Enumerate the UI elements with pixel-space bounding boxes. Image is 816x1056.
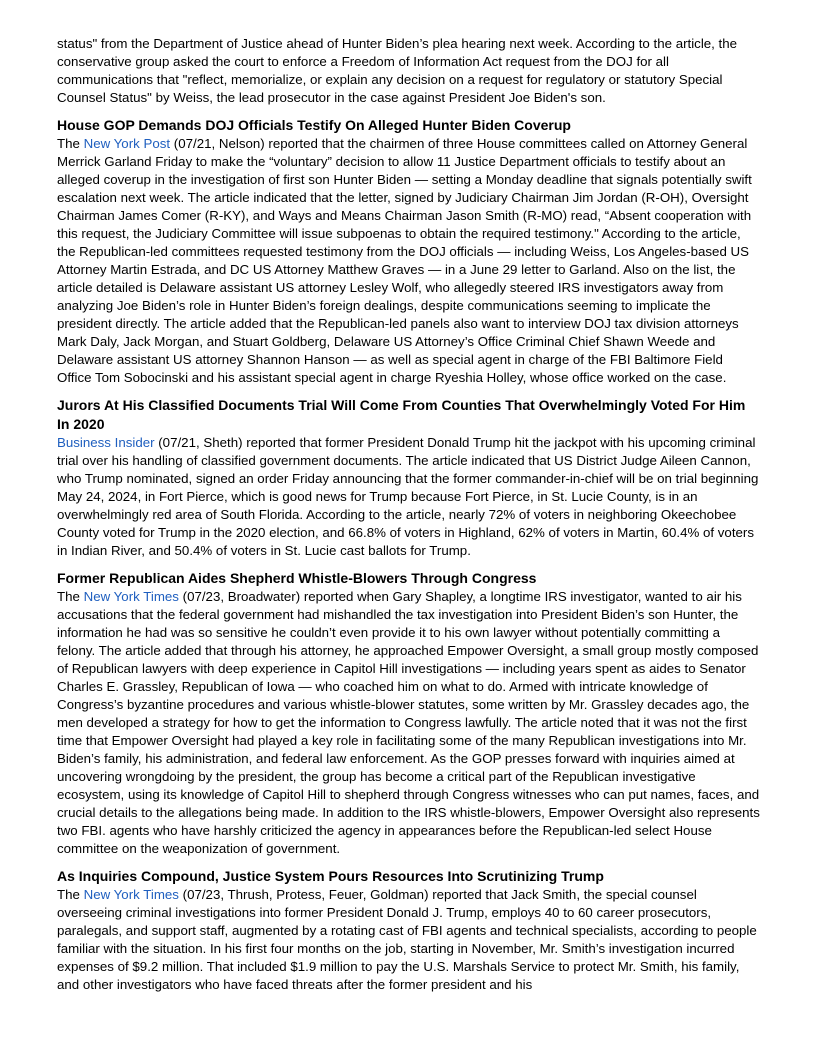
article-headline: House GOP Demands DOJ Officials Testify On Alleged Hunter Biden Coverup: [57, 117, 571, 133]
article-jurors-classified-trial: [57, 396, 761, 560]
source-link-business-insider[interactable]: Business Insider: [57, 435, 155, 450]
article-text: (07/21, Nelson) reported that the chairmen of three House committees called on Attorney General Merrick Garland Friday to make the “voluntary” decision to allow 11 Justice Department officials to testify about an alleged coverup in the investigation of first son Hunter Biden — setting a Monday deadline that signals potentially swift escalation next week. The article indicated that the letter, signed by Judiciary Chairman Jim Jordan (R-OH), Oversight Chairman James Comer (R-KY), and Ways and Means Chairman Jason Smith (R-MO) read, “Absent cooperation with this request, the Judiciary Committee will issue subpoenas to obtain the required testimony." According to the article, the Republican-led committees requested testimony from the DOJ officials — including Weiss, Los Angeles-based US Attorney Martin Estrada, and DC US Attorney Matthew Graves — in a June 29 letter to Garland. Also on the list, the article detailed is Delaware assistant US attorney Lesley Wolf, who allegedly steered IRS investigators away from analyzing Joe Biden’s role in Hunter Biden’s foreign dealings, despite communications seeming to implicate the president directly. The article added that the Republican-led panels also want to interview DOJ tax division attorneys Mark Daly, Jack Morgan, and Stuart Goldberg, Delaware US Attorney’s Office Criminal Chief Shawn Weede and Delaware assistant US attorney Shannon Hanson — as well as special agent in charge of the FBI Baltimore Field Office Tom Sobocinski and his assistant special agent in charge Ryeshia Holley, whose office worked on the case.: [57, 136, 752, 385]
article-body: [57, 135, 761, 387]
article-former-republican-aides: [57, 569, 761, 858]
article-body: [57, 886, 761, 994]
article-lead: The: [57, 136, 84, 151]
article-body: [57, 588, 761, 858]
article-lead: The: [57, 589, 84, 604]
source-link-new-york-times[interactable]: New York Times: [83, 887, 179, 902]
news-clip-page: [57, 35, 761, 994]
article-headline: Jurors At His Classified Documents Trial Will Come From Counties That Overwhelmingly Voted For Him In 2020: [57, 397, 746, 432]
article-lead: The: [57, 887, 84, 902]
intro-paragraph: status" from the Department of Justice ahead of Hunter Biden’s plea hearing next week. According to the article, the conservative group asked the court to enforce a Freedom of Information Act request from the DOJ for all communications that "reflect, memorialize, or explain any decision on a request for regulatory or statutory Special Counsel Status" by Weiss, the lead prosecutor in the case against President Joe Biden's son.: [57, 36, 738, 105]
article-text: (07/23, Broadwater) reported when Gary Shapley, a longtime IRS investigator, wanted to air his accusations that the federal government had mishandled the tax investigation into President Biden’s son Hunter, the information he had was so sensitive he couldn’t even provide it to his own lawyer without potentially committing a felony. The article added that through his attorney, he approached Empower Oversight, a small group mostly composed of Republican lawyers with deep experience in Capitol Hill investigations — including years spent as aides to Senator Charles E. Grassley, Republican of Iowa — who coached him on what to do. Armed with intricate knowledge of Congress’s byzantine procedures and various whistle-blower statutes, some written by Mr. Grassley decades ago, the men developed a strategy for how to get the information to Congress lawfully. The article noted that it was not the first time that Empower Oversight had played a key role in facilitating some of the many Republican investigations into Mr. Biden’s family, his administration, and federal law enforcement. As the GOP presses forward with inquiries aimed at uncovering wrongdoing by the president, the group has become a critical part of the Republican investigative ecosystem, using its knowledge of Capitol Hill to shepherd through Congress witnesses who can put names, faces, and crucial details to the allegations being made. In addition to the IRS whistle-blowers, Empower Oversight also represents two FBI. agents who have harshly criticized the agency in appearances before the Republican-led select House committee on the weaponization of government.: [57, 589, 760, 856]
article-headline: As Inquiries Compound, Justice System Pours Resources Into Scrutinizing Trump: [57, 868, 604, 884]
source-link-new-york-times[interactable]: New York Times: [83, 589, 179, 604]
article-house-gop: [57, 116, 761, 387]
article-body: [57, 434, 761, 560]
article-text: (07/23, Thrush, Protess, Feuer, Goldman) reported that Jack Smith, the special counsel overseeing criminal investigations into former President Donald J. Trump, employs 40 to 60 career prosecutors, paralegals, and support staff, augmented by a rotating cast of FBI agents and technical specialists, according to people familiar with the situation. In his first four months on the job, starting in November, Mr. Smith’s investigation incurred expenses of $9.2 million. That included $1.9 million to pay the U.S. Marshals Service to protect Mr. Smith, his family, and other investigators who have faced threats after the former president and his: [57, 887, 757, 992]
article-text: (07/21, Sheth) reported that former President Donald Trump hit the jackpot with his upcoming criminal trial over his handling of classified government documents. The article indicated that US District Judge Aileen Cannon, who Trump nominated, signed an order Friday announcing that the former commander-in-chief will be on trial beginning May 24, 2024, in Fort Pierce, which is good news for Trump because Fort Pierce, in St. Lucie County, is in an overwhelmingly red area of South Florida. According to the article, nearly 72% of voters in neighboring Okeechobee County voted for Trump in the 2020 election, and 66.8% of voters in Highland, 62% of voters in Martin, 60.4% of voters in Indian River, and 50.4% of voters in St. Lucie cast ballots for Trump.: [57, 435, 759, 558]
article-headline: Former Republican Aides Shepherd Whistle-Blowers Through Congress: [57, 570, 537, 586]
source-link-new-york-post[interactable]: New York Post: [83, 136, 171, 151]
article-inquiries-compound: [57, 867, 761, 994]
